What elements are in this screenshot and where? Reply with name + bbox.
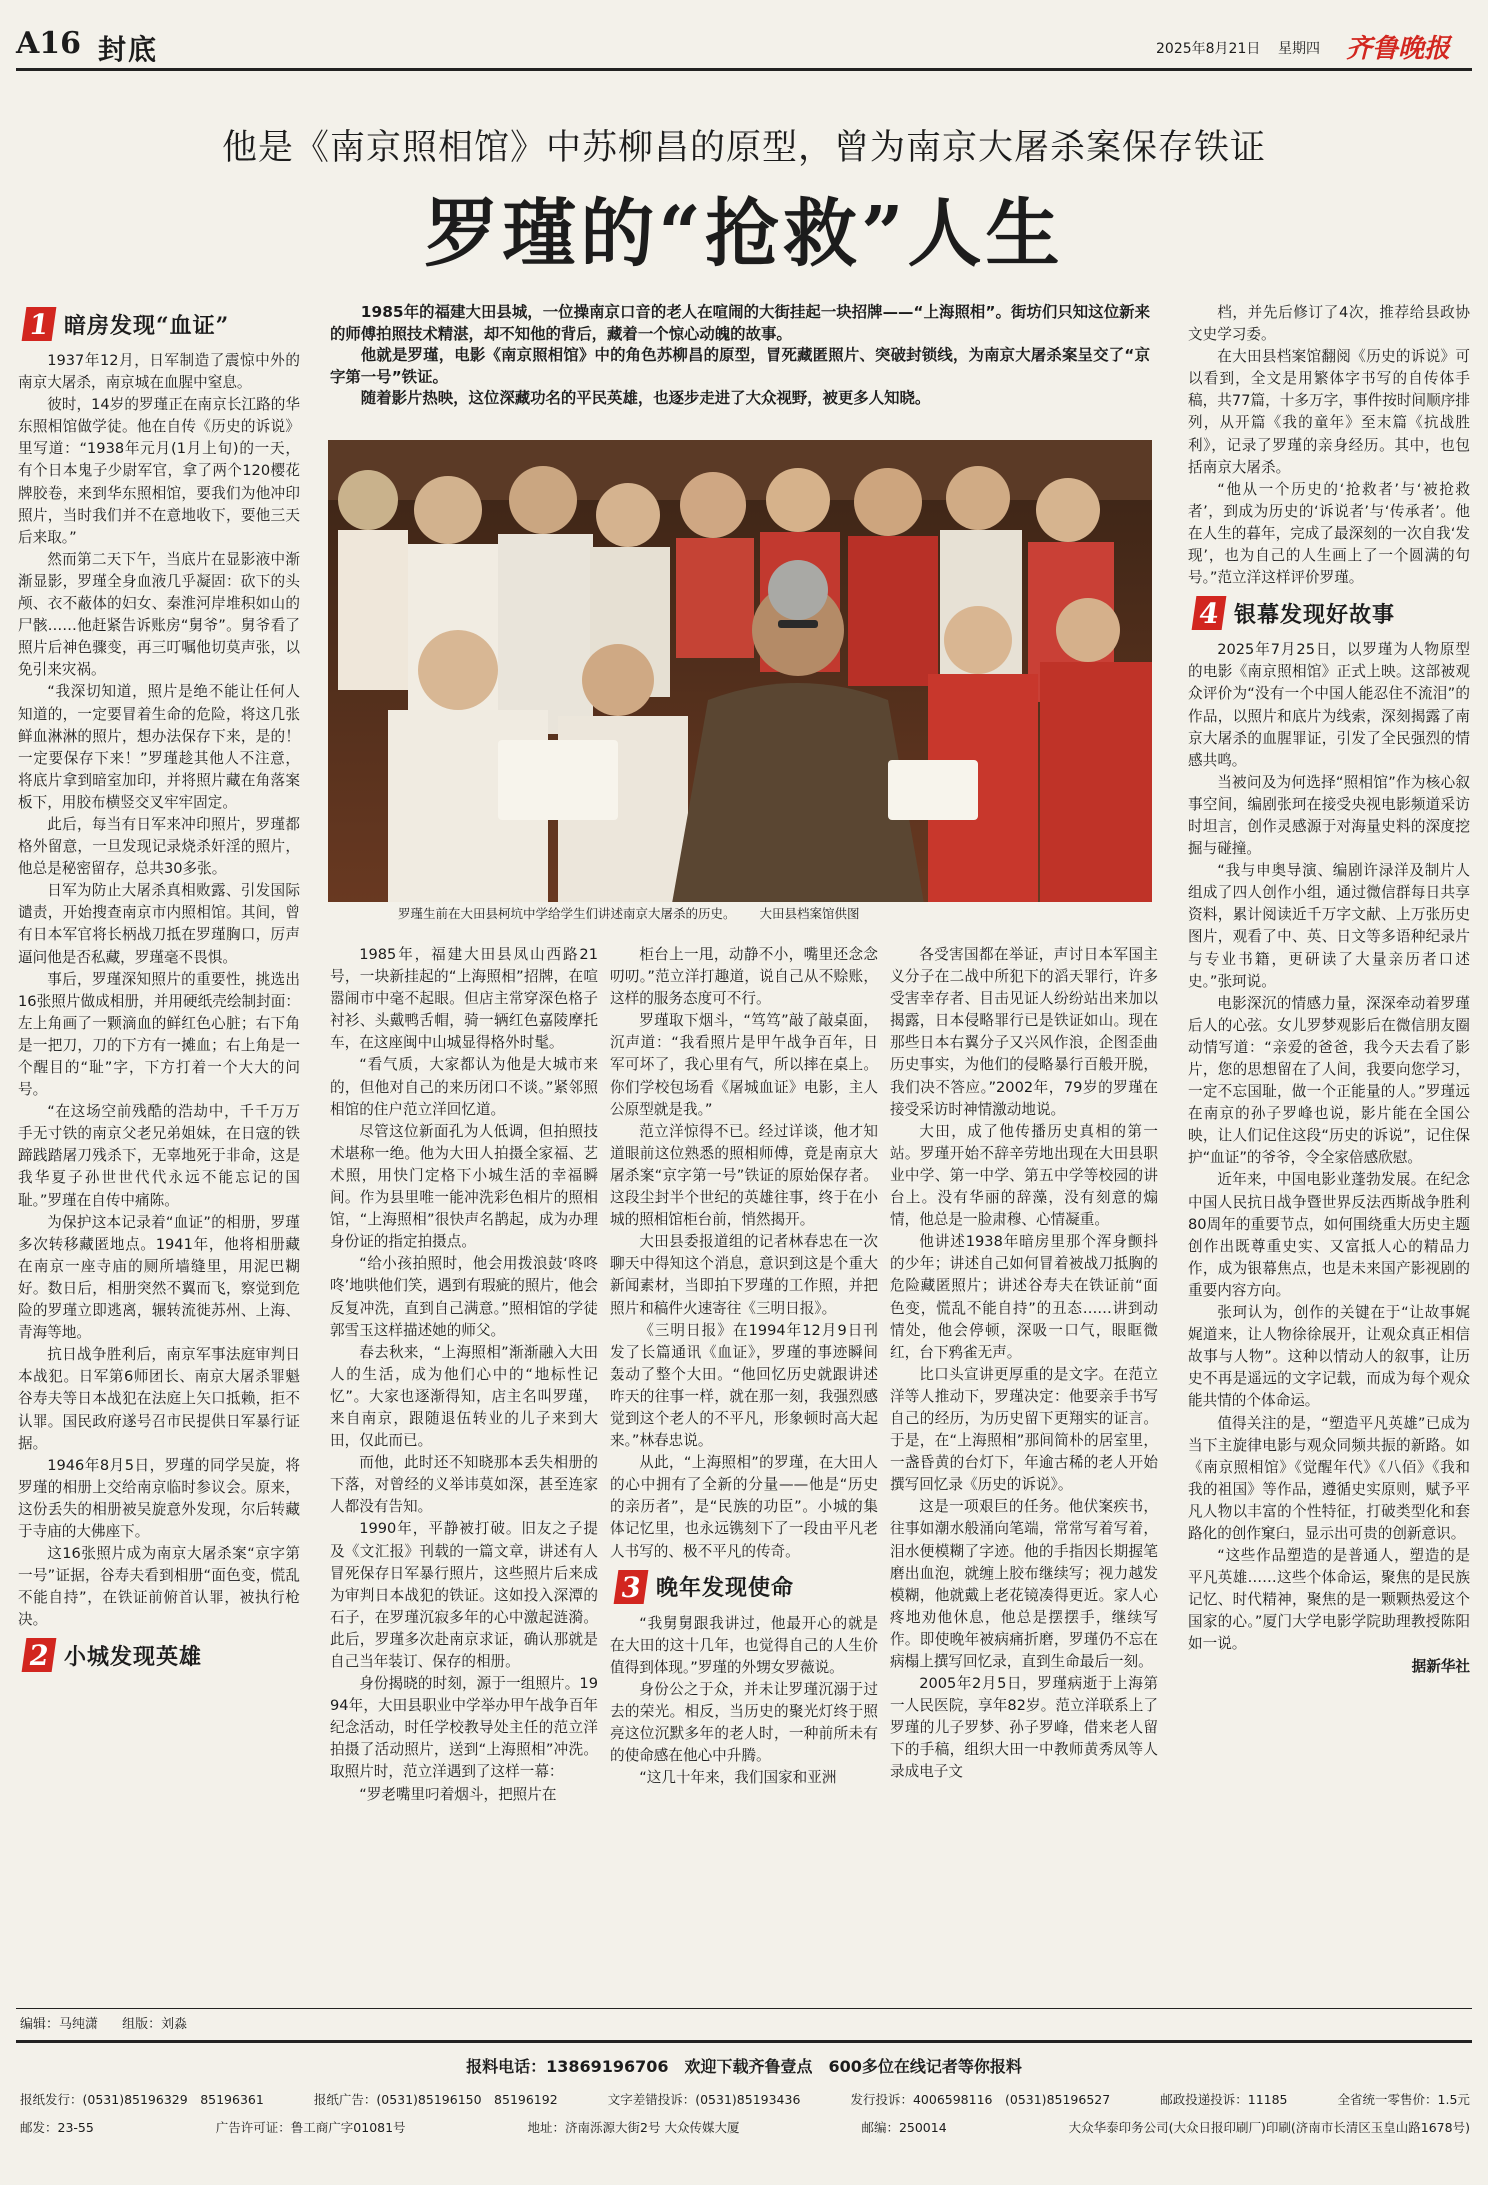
- headline-subtitle: 他是《南京照相馆》中苏柳昌的原型，曾为南京大屠杀案保存铁证: [221, 128, 1266, 168]
- section-4-header: [1194, 595, 1470, 631]
- paragraph: 比口头宣讲更厚重的是文字。在范立洋等人推动下，罗瑾决定：他要亲手书写自己的经历，为历史留下更翔实的证言。于是，在“上海照相”那间简朴的居室里，一盏昏黄的台灯下，年逾古稀的老人开始撰写回忆录《历史的诉说》。: [890, 1365, 1158, 1494]
- footer-ad-license: 广告许可证：鲁工商广字01081号: [215, 2120, 406, 2135]
- paragraph: 他就是罗瑾，电影《南京照相馆》中的角色苏柳昌的原型，冒死藏匿照片、突破封锁线，为南京大屠杀案呈交了“京字第一号”铁证。: [330, 346, 1150, 386]
- footer-printer: 大众华泰印务公司(大众日报印刷厂)印刷(济南市长清区玉皇山路1678号): [1068, 2120, 1470, 2135]
- paragraph: 柜台上一甩，动静不小，嘴里还念念叨叨。”范立洋打趣道，说自己从不赊账，这样的服务态度可不行。: [610, 946, 878, 1008]
- section-4-title: 银幕发现好故事: [1234, 601, 1396, 628]
- paragraph: 春去秋来，“上海照相”渐渐融入大田人的生活，成为他们心中的“地标性记忆”。大家也逐渐得知，店主名叫罗瑾，来自南京，跟随退伍转业的儿子来到大田，仅此而已。: [330, 1343, 598, 1450]
- paragraph: “他从一个历史的‘抢救者’与‘被抢救者’，到成为历史的‘诉说者’与‘传承者’。他在人生的暮年，完成了最深刻的一次自我‘发现’，也为自己的人生画上了一个圆满的句号。”范立洋这样评价罗瑾。: [1188, 480, 1470, 587]
- paragraph: “我深切知道，照片是绝不能让任何人知道的，一定要冒着生命的危险，将这几张鲜血淋淋的照片，想办法保存下来，是的！一定要保存下来！”罗瑾趁其他人不注意，将底片拿到暗室加印，并将照片藏在角落案板下，用胶布横竖交叉牢牢固定。: [18, 683, 300, 811]
- paragraph: 然而第二天下午，当底片在显影液中渐渐显影，罗瑾全身血液几乎凝固：砍下的头颅、衣不蔽体的妇女、秦淮河岸堆积如山的尸骸……他赶紧告诉账房“舅爷”。舅爷看了照片后神色骤变，再三叮嘱他切莫声张，以免引来灾祸。: [18, 550, 300, 679]
- footer-row-1: [20, 2090, 1470, 2108]
- paragraph: 近年来，中国电影业蓬勃发展。在纪念中国人民抗日战争暨世界反法西斯战争胜利80周年的重要节点，如何围绕重大历史主题创作出既尊重史实、又富抵人心的精品力作，成为银幕焦点，也是未来国产影视剧的重要内容方向。: [1188, 1171, 1470, 1299]
- paragraph: “在这场空前残酷的浩劫中，千千万万手无寸铁的南京父老兄弟姐妹，在日寇的铁蹄践踏屠刀残杀下，无辜地死于非命，这是我华夏子孙世世代代永远不能忘记的国耻。”罗瑾在自传中痛陈。: [18, 1103, 300, 1209]
- article-column-5: [1188, 302, 1470, 2002]
- editors-rule: [16, 2008, 1472, 2009]
- paragraph: 2005年2月5日，罗瑾病逝于上海第一人民医院，享年82岁。范立洋联系上了罗瑾的儿子罗梦、孙子罗峰，借来老人留下的手稿，组织大田一中教师黄秀凤等人录成电子文: [890, 1675, 1158, 1781]
- section-2-number: 2: [22, 1638, 57, 1672]
- paragraph: 罗瑾取下烟斗，“笃笃”敲了敲桌面，沉声道：“我看照片是甲午战争百年，日军可坏了，我心里有气，所以摔在桌上。你们学校包场看《屠城血证》电影，主人公原型就是我。”: [610, 1012, 878, 1118]
- paragraph: 大田，成了他传播历史真相的第一站。罗瑾开始不辞辛劳地出现在大田县职业中学、第一中学、第五中学等校园的讲台上。没有华丽的辞藻，没有刻意的煽情，他总是一脸肃穆、心情凝重。: [890, 1122, 1158, 1229]
- paragraph: 张珂认为，创作的关键在于“让故事娓娓道来，让人物徐徐展开，让观众真正相信故事与人物”。这种以情动人的叙事，让历史不再是遥远的文字记载，而成为每个观众能共情的个体命运。: [1188, 1304, 1470, 1410]
- paragraph: 1985年，福建大田县凤山西路21号，一块新挂起的“上海照相”招牌，在喧嚣闹市中毫不起眼。但店主常穿深色格子衬衫、头戴鸭舌帽，骑一辆红色嘉陵摩托车，在这座闽中山城显得格外时髦。: [330, 946, 598, 1052]
- article-column-1: [18, 300, 300, 2002]
- paper-logo: 齐鲁晚报: [1346, 34, 1451, 64]
- paragraph: 1937年12月，日军制造了震惊中外的南京大屠杀，南京城在血腥中窒息。: [18, 352, 300, 392]
- article-photo: [328, 440, 1152, 926]
- issue-date: 2025年8月21日: [1156, 41, 1261, 57]
- paragraph: 当被问及为何选择“照相馆”作为核心叙事空间，编剧张珂在接受央视电影频道采访时坦言，创作灵感源于对海量史料的深度挖掘与碰撞。: [1188, 773, 1470, 858]
- headline-title: 罗瑾的“抢救”人生: [424, 191, 1064, 277]
- paragraph: “这几十年来，我们国家和亚洲: [639, 1769, 837, 1787]
- section-2-header: [24, 1637, 300, 1673]
- footer-price: 全省统一零售价：1.5元: [1337, 2092, 1470, 2107]
- masthead: [16, 26, 1472, 66]
- paragraph: “我舅舅跟我讲过，他最开心的就是在大田的这十几年，也觉得自己的人生价值得到体现。”罗瑾的外甥女罗薇说。: [610, 1614, 878, 1676]
- paragraph: 《三明日报》在1994年12月9日刊发了长篇通讯《血证》，罗瑾的事迹瞬间轰动了整个大田。“他回忆历史就跟讲述昨天的往事一样，就在那一刻，我强烈感觉到这个老人的不平凡，形象顿时高大起来。”林春忠说。: [610, 1321, 878, 1450]
- paragraph: 档，并先后修订了4次，推荐给县政协文史学习委。: [1188, 304, 1470, 344]
- paragraph: 此后，每当有日军来冲印照片，罗瑾都格外留意，一旦发现记录烧杀奸淫的照片，他总是秘密留存，总共30多张。: [18, 815, 300, 878]
- editors-bar: [20, 2013, 187, 2032]
- paragraph: 1990年，平静被打破。旧友之子提及《文汇报》刊载的一篇文章，讲述有人冒死保存日军暴行照片，这些照片后来成为审判日本战犯的铁证。这如投入深潭的石子，在罗瑾沉寂多年的心中激起涟漪。此后，罗瑾多次赴南京求证，确认那就是自己当年装订、保存的相册。: [330, 1520, 598, 1670]
- paragraph: 1946年8月5日，罗瑾的同学吴旋，将罗瑾的相册上交给南京临时参议会。原来，这份丢失的相册被吴旋意外发现，尔后转藏于寺庙的大佛座下。: [18, 1456, 300, 1540]
- footer-postal-code: 邮发：23-55: [20, 2120, 94, 2135]
- layout-credit: 组版：刘淼: [122, 2017, 188, 2032]
- footer-rule: [16, 2040, 1472, 2043]
- section-1-body: [18, 350, 300, 1631]
- photo-credit: 大田县档案馆供图: [759, 906, 860, 921]
- paragraph: 范立洋惊得不已。经过详谈，他才知道眼前这位熟悉的照相师傅，竟是南京大屠杀案“京字第一号”铁证的原始保存者。这段尘封半个世纪的英雄往事，终于在小城的照相馆柜台前，悄然揭开。: [610, 1122, 878, 1229]
- section-3-header: [616, 1569, 878, 1605]
- section-3-number: 3: [614, 1570, 649, 1604]
- footer-ads: 报纸广告：(0531)85196150 85196192: [313, 2092, 558, 2107]
- paragraph: 电影深沉的情感力量，深深牵动着罗瑾后人的心弦。女儿罗梦观影后在微信朋友圈动情写道：“亲爱的爸爸，我今天去看了影片，您的思想留在了人间，我要向您学习，一定不忘国耻，做一个正能量的人。”罗瑾远在南京的孙子罗峰也说，影片能在全国公映，让人们记住这段“历史的诉说”，记住保护“血证”的爷爷，令全家倍感欣慰。: [1188, 994, 1470, 1167]
- section-name: 封底: [98, 33, 159, 66]
- paragraph: 各受害国都在举证，声讨日本军国主义分子在二战中所犯下的滔天罪行，许多受害幸存者、目击见证人纷纷站出来加以揭露，日本侵略罪行已是铁证如山。现在那些日本右翼分子又兴风作浪，企图歪曲历史事实，为他们的侵略暴行百般开脱，我们决不答应。”2002年，79岁的罗瑾在接受采访时神情激动地说。: [890, 946, 1158, 1118]
- paragraph: “这些作品塑造的是普通人，塑造的是平凡英雄……这些个体命运，聚焦的是民族记忆、时代精神，聚焦的是一颗颗热爱这个国家的心。”厦门大学电影学院助理教授陈阳如一说。: [1188, 1547, 1470, 1653]
- footer-complaints: 文字差错投诉：(0531)85193436: [607, 2092, 801, 2107]
- page-code: A16: [16, 26, 82, 61]
- paragraph: “看气质，大家都认为他是大城市来的，但他对自己的来历闭口不谈。”紧邻照相馆的住户范立洋回忆道。: [330, 1056, 598, 1118]
- editor-credit: 编辑：马纯潇: [20, 2017, 99, 2032]
- footer-zip: 邮编：250014: [861, 2120, 947, 2135]
- footer-address: 地址：济南泺源大街2号 大众传媒大厦: [527, 2120, 740, 2135]
- paragraph: 从此，“上海照相”的罗瑾，在大田人的心中拥有了全新的分量——他是“历史的亲历者”，是“民族的功臣”。小城的集体记忆里，也永远镌刻下了一段由平凡老人书写的、极不平凡的传奇。: [610, 1454, 878, 1560]
- footer-hotline: 报料电话：13869196706 欢迎下载齐鲁壹点 600多位在线记者等你报料: [466, 2057, 1022, 2076]
- lead-paragraph: [330, 302, 1150, 432]
- paragraph: 尽管这位新面孔为人低调，但拍照技术堪称一绝。他为大田人拍摄全家福、艺术照，用快门定格下小城生活的幸福瞬间。作为县里唯一能冲洗彩色相片的照相馆，“上海照相”很快声名鹊起，成为办理身份证的指定拍摄点。: [330, 1122, 598, 1251]
- section-1-header: [24, 306, 300, 342]
- article-column-3: [610, 944, 878, 2002]
- issue-weekday: 星期四: [1278, 41, 1320, 57]
- paragraph: 事后，罗瑾深知照片的重要性，挑选出16张照片做成相册，并用硬纸壳绘制封面：左上角画了一颗滴血的鲜红色心脏；右下角是一把刀，刀的下方有一摊血；右上角是一个醒目的“耻”字，下方打着一个大大的问号。: [18, 970, 300, 1099]
- article-column-4: [890, 944, 1158, 2002]
- paragraph: 这16张照片成为南京大屠杀案“京字第一号”证据，谷寿夫看到相册“面色变，慌乱不能自持”，在铁证前俯首认罪，被执行枪决。: [18, 1545, 300, 1629]
- paragraph: 在大田县档案馆翻阅《历史的诉说》可以看到，全文是用繁体字书写的自传体手稿，共77篇，十多万字，事件按时间顺序排列，从开篇《我的童年》至末篇《抗战胜利》，记录了罗瑾的亲身经历。其中，也包括南京大屠杀。: [1188, 348, 1470, 476]
- paragraph: 2025年7月25日，以罗瑾为人物原型的电影《南京照相馆》正式上映。这部被观众评价为“没有一个中国人能忍住不流泪”的作品，以照片和底片为线索，深刻揭露了南京大屠杀的血腥罪证，引发了全民强烈的情感共鸣。: [1188, 641, 1470, 769]
- paragraph: 大田县委报道组的记者林春忠在一次聊天中得知这个消息，意识到这是个重大新闻素材，当即拍下罗瑾的工作照，并把照片和稿件火速寄往《三明日报》。: [610, 1233, 878, 1317]
- paragraph: 彼时，14岁的罗瑾正在南京长江路的华东照相馆做学徒。他在自传《历史的诉说》里写道：“1938年元月(1月上旬)的一天，有个日本鬼子少尉军官，拿了两个120樱花牌胶卷，来到华东照相馆，要我们为他冲印照片，当时我们并不在意地收下，要他三天后来取。”: [18, 396, 300, 546]
- paragraph: 值得关注的是，“塑造平凡英雄”已成为当下主旋律电影与观众同频共振的新路。如《南京照相馆》《觉醒年代》《八佰》《我和我的祖国》等作品，遵循史实原则，赋予平凡人物以丰富的个性特征，打破类型化和套路化的创作窠臼，显示出可贵的创新意识。: [1188, 1414, 1470, 1542]
- article-column-2: [330, 944, 598, 2002]
- footer-post-complaints: 邮政投递投诉：11185: [1160, 2092, 1288, 2107]
- paragraph: 而他，此时还不知晓那本丢失相册的下落，对曾经的义举讳莫如深，甚至连家人都没有告知。: [330, 1454, 598, 1516]
- section-3-title: 晚年发现使命: [656, 1575, 795, 1602]
- paragraph: 这是一项艰巨的任务。他伏案疾书，往事如潮水般涌向笔端，常常写着写着，泪水便模糊了字迹。他的手指因长期握笔磨出血泡，就缠上胶布继续写；视力越发模糊，他就戴上老花镜凑得更近。家人心疼地劝他休息，他总是摆摆手，继续写作。即使晚年被病痛折磨，罗瑾仍不忘在病榻上撰写回忆录，直到生命最后一刻。: [890, 1498, 1158, 1670]
- paragraph: 日军为防止大屠杀真相败露、引发国际谴责，开始搜查南京市内照相馆。其间，曾有日本军官将长柄战刀抵在罗瑾胸口，厉声逼问他是否私藏，罗瑾毫不畏惧。: [18, 882, 300, 966]
- footer-delivery-complaints: 发行投诉：4006598116 (0531)85196527: [850, 2092, 1111, 2107]
- paragraph: 为保护这本记录着“血证”的相册，罗瑾多次转移藏匿地点。1941年，他将相册藏在南京一座寺庙的厕所墙缝里，用泥巴糊好。数日后，相册突然不翼而飞，察觉到危险的罗瑾立即逃离，辗转流徙苏州、上海、青海等地。: [18, 1213, 300, 1342]
- section-4-number: 4: [1192, 596, 1227, 630]
- paragraph: 身份揭晓的时刻，源于一组照片。1994年，大田县职业中学举办甲午战争百年纪念活动，时任学校教导处主任的范立洋拍摄了活动照片，送到“上海照相”冲洗。取照片时，范立洋遇到了这样一幕：: [330, 1675, 598, 1781]
- paragraph: “罗老嘴里叼着烟斗，把照片在: [359, 1785, 557, 1803]
- paragraph: 1985年的福建大田县城，一位操南京口音的老人在喧闹的大街挂起一块招牌——“上海照相”。街坊们只知这位新来的师傅拍照技术精湛，却不知他的背后，藏着一个惊心动魄的故事。: [330, 303, 1150, 343]
- photo-illustration: [328, 440, 1152, 926]
- masthead-rule: [16, 68, 1472, 71]
- paragraph: 随着影片热映，这位深藏功名的平民英雄，也逐步走进了大众视野，被更多人知晓。: [360, 389, 931, 407]
- paragraph: 身份公之于众，并未让罗瑾沉溺于过去的荣光。相反，当历史的聚光灯终于照亮这位沉默多年的老人时，一种前所未有的使命感在他心中升腾。: [610, 1680, 878, 1765]
- footer-row-2: [20, 2118, 1470, 2136]
- section-1-number: 1: [22, 307, 57, 341]
- paragraph: 抗日战争胜利后，南京军事法庭审判日本战犯。日军第6师团长、南京大屠杀罪魁谷寿夫等日本战犯在法庭上矢口抵赖，拒不认罪。国民政府遂号召市民提供日军暴行证据。: [18, 1346, 300, 1452]
- photo-caption: 罗瑾生前在大田县柯坑中学给学生们讲述南京大屠杀的历史。: [398, 906, 736, 921]
- section-1-title: 暗房发现“血证”: [64, 312, 230, 339]
- paragraph: “给小孩拍照时，他会用拨浪鼓‘咚咚咚’地哄他们笑，遇到有瑕疵的照片，他会反复冲洗，直到自己满意。”照相馆的学徒郭雪玉这样描述她的师父。: [330, 1255, 598, 1339]
- paragraph: “我与申奥导演、编剧许渌洋及制片人组成了四人创作小组，通过微信群每日共享资料，累计阅读近千万字文献、上万张历史图片，观看了中、英、日文等多语种纪录片与专业书籍，更研读了大量亲历者口述史。”张珂说。: [1188, 862, 1470, 990]
- photo-caption-bar: [328, 902, 1152, 926]
- section-2-title: 小城发现英雄: [64, 1643, 203, 1670]
- paragraph: 他讲述1938年暗房里那个浑身颤抖的少年；讲述自己如何冒着被战刀抵胸的危险藏匿照片；讲述谷寿夫在铁证前“面色变，慌乱不能自持”的丑态……讲到动情处，他会停顿，深吸一口气，眼眶微红，台下鸦雀无声。: [890, 1233, 1158, 1361]
- footer-distribution: 报纸发行：(0531)85196329 85196361: [20, 2092, 264, 2107]
- byline: 据新华社: [1411, 1657, 1470, 1675]
